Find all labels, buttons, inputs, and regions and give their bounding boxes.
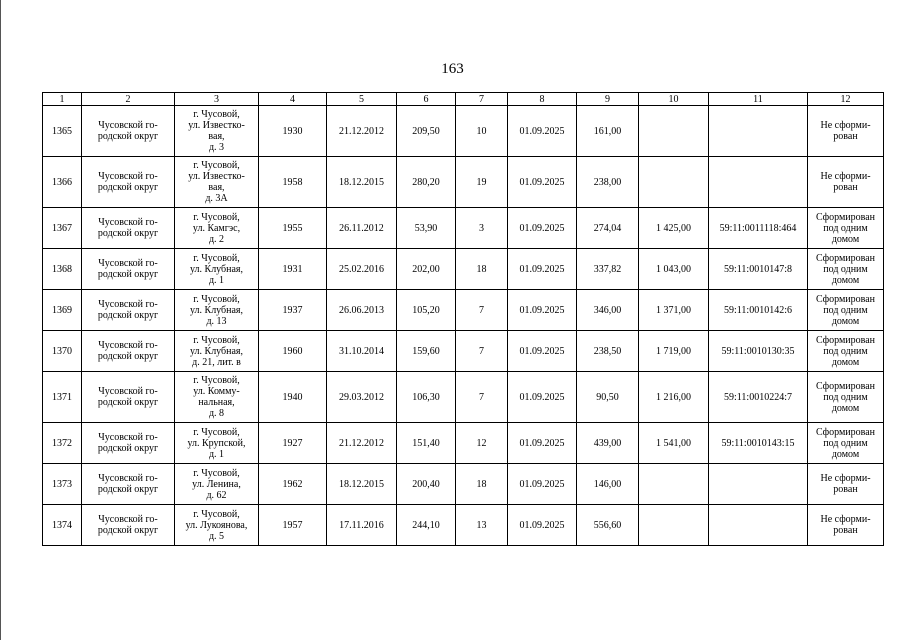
land-plot-status-cell	[808, 464, 884, 505]
address-line: г. Чусовой,	[193, 252, 240, 264]
land-plot-status-line: Сформирован	[815, 334, 876, 346]
column-header: 5	[327, 93, 397, 106]
planned-date-cell: 01.09.2025	[508, 290, 577, 331]
area-cell: 200,40	[397, 464, 456, 505]
land-plot-status-cell	[808, 423, 884, 464]
area-cell: 280,20	[397, 157, 456, 208]
municipality-line: родской округ	[97, 443, 159, 454]
address-line: г. Чусовой,	[193, 160, 240, 171]
municipality-cell	[82, 464, 175, 505]
planned-date-cell: 01.09.2025	[508, 423, 577, 464]
year-built-cell: 1930	[259, 106, 327, 157]
cost-cell: 274,04	[577, 208, 639, 249]
column-header: 9	[577, 93, 639, 106]
inspection-date-cell: 31.10.2014	[327, 331, 397, 372]
municipality-cell	[82, 208, 175, 249]
land-plot-status-cell	[808, 372, 884, 423]
land-plot-status-cell	[808, 106, 884, 157]
housing-register-table	[42, 92, 884, 546]
land-plot-status-line: домом	[831, 356, 860, 368]
planned-date-cell: 01.09.2025	[508, 372, 577, 423]
municipality-line: Чусовской го-	[98, 514, 158, 525]
address-cell	[175, 331, 259, 372]
land-plot-status-line: Не сформи-	[820, 473, 871, 484]
table-row	[43, 423, 884, 464]
land-plot-status-line: Не сформи-	[820, 514, 871, 525]
year-built-cell: 1955	[259, 208, 327, 249]
land-plot-status-line: под одним	[823, 345, 868, 357]
planned-date-cell: 01.09.2025	[508, 157, 577, 208]
year-built-cell: 1958	[259, 157, 327, 208]
address-line: д. 3	[208, 142, 225, 153]
municipality-line: родской округ	[97, 397, 159, 408]
table-row	[43, 208, 884, 249]
row-number-cell: 1373	[43, 464, 82, 505]
cadastral-number-cell	[709, 157, 808, 208]
land-plot-status-line: домом	[831, 274, 860, 286]
address-line: г. Чусовой,	[193, 109, 240, 120]
address-cell	[175, 372, 259, 423]
column-header: 3	[175, 93, 259, 106]
residents-cell: 3	[456, 208, 508, 249]
land-plot-status-cell	[808, 331, 884, 372]
cadastral-number-cell: 59:11:0010147:8	[709, 249, 808, 290]
inspection-date-cell: 18.12.2015	[327, 157, 397, 208]
address-line: нальная,	[198, 397, 235, 408]
land-plot-status-line: домом	[831, 448, 860, 460]
municipality-cell	[82, 372, 175, 423]
cost-cell: 161,00	[577, 106, 639, 157]
address-line: д. 21, лит. в	[192, 356, 241, 368]
address-line: ул. Камгэс,	[192, 222, 241, 234]
address-cell	[175, 505, 259, 546]
area-cell: 151,40	[397, 423, 456, 464]
land-plot-status-line: домом	[831, 315, 860, 327]
inspection-date-cell: 25.02.2016	[327, 249, 397, 290]
municipality-line: родской округ	[97, 269, 159, 280]
land-area-cell	[639, 505, 709, 546]
municipality-line: родской округ	[97, 131, 159, 142]
cadastral-number-cell	[709, 505, 808, 546]
table-row	[43, 290, 884, 331]
area-cell: 106,30	[397, 372, 456, 423]
municipality-line: Чусовской го-	[98, 299, 158, 310]
residents-cell: 7	[456, 372, 508, 423]
row-number-cell: 1371	[43, 372, 82, 423]
row-number-cell: 1372	[43, 423, 82, 464]
land-area-cell: 1 719,00	[639, 331, 709, 372]
address-line: д. 5	[208, 530, 225, 542]
column-header: 12	[808, 93, 884, 106]
land-plot-status-line: Не сформи-	[820, 120, 871, 131]
row-number-cell: 1367	[43, 208, 82, 249]
residents-cell: 7	[456, 331, 508, 372]
cost-cell: 90,50	[577, 372, 639, 423]
table-row	[43, 157, 884, 208]
column-number-row	[43, 93, 884, 106]
column-header: 2	[82, 93, 175, 106]
land-area-cell	[639, 157, 709, 208]
row-number-cell: 1374	[43, 505, 82, 546]
municipality-cell	[82, 249, 175, 290]
cadastral-number-cell	[709, 106, 808, 157]
table-body	[43, 93, 884, 546]
address-cell	[175, 106, 259, 157]
page-left-edge	[0, 0, 1, 640]
municipality-cell	[82, 331, 175, 372]
column-header: 7	[456, 93, 508, 106]
row-number-cell: 1368	[43, 249, 82, 290]
address-line: вая,	[208, 182, 225, 193]
address-line: д. 1	[208, 274, 225, 286]
municipality-cell	[82, 157, 175, 208]
land-plot-status-line: рован	[833, 484, 858, 495]
inspection-date-cell: 26.06.2013	[327, 290, 397, 331]
land-plot-status-cell	[808, 157, 884, 208]
area-cell: 202,00	[397, 249, 456, 290]
land-area-cell: 1 425,00	[639, 208, 709, 249]
residents-cell: 18	[456, 249, 508, 290]
land-plot-status-line: Сформирован	[815, 211, 876, 223]
area-cell: 53,90	[397, 208, 456, 249]
address-line: г. Чусовой,	[193, 375, 240, 386]
table-row	[43, 464, 884, 505]
table-row	[43, 331, 884, 372]
address-cell	[175, 249, 259, 290]
year-built-cell: 1931	[259, 249, 327, 290]
cost-cell: 238,00	[577, 157, 639, 208]
cost-cell: 439,00	[577, 423, 639, 464]
table-row	[43, 505, 884, 546]
land-area-cell: 1 541,00	[639, 423, 709, 464]
address-line: ул. Ленина,	[192, 478, 241, 490]
municipality-cell	[82, 290, 175, 331]
land-plot-status-line: под одним	[823, 391, 868, 403]
address-line: д. 2	[208, 233, 225, 245]
address-cell	[175, 208, 259, 249]
inspection-date-cell: 18.12.2015	[327, 464, 397, 505]
municipality-line: родской округ	[97, 525, 159, 536]
cadastral-number-cell	[709, 464, 808, 505]
year-built-cell: 1957	[259, 505, 327, 546]
column-header: 4	[259, 93, 327, 106]
land-area-cell	[639, 464, 709, 505]
cadastral-number-cell: 59:11:0010224:7	[709, 372, 808, 423]
address-cell	[175, 157, 259, 208]
municipality-line: Чусовской го-	[98, 120, 158, 131]
land-plot-status-cell	[808, 505, 884, 546]
land-plot-status-line: под одним	[823, 222, 868, 234]
table-row	[43, 249, 884, 290]
year-built-cell: 1960	[259, 331, 327, 372]
land-plot-status-line: Сформирован	[815, 252, 876, 264]
municipality-line: Чусовской го-	[98, 217, 158, 228]
address-line: д. 62	[206, 489, 227, 501]
land-area-cell	[639, 106, 709, 157]
planned-date-cell: 01.09.2025	[508, 208, 577, 249]
page-number: 163	[441, 61, 464, 77]
cadastral-number-cell: 59:11:0010130:35	[709, 331, 808, 372]
column-header: 11	[709, 93, 808, 106]
cost-cell: 146,00	[577, 464, 639, 505]
planned-date-cell: 01.09.2025	[508, 249, 577, 290]
table-row	[43, 372, 884, 423]
land-plot-status-line: домом	[831, 233, 860, 245]
cadastral-number-cell: 59:11:0010142:6	[709, 290, 808, 331]
year-built-cell: 1962	[259, 464, 327, 505]
address-line: ул. Известко-	[188, 120, 245, 131]
column-header: 8	[508, 93, 577, 106]
land-plot-status-line: Не сформи-	[820, 171, 871, 182]
area-cell: 159,60	[397, 331, 456, 372]
land-plot-status-line: под одним	[823, 263, 868, 275]
municipality-line: родской округ	[97, 351, 159, 362]
address-line: г. Чусовой,	[193, 467, 240, 479]
cost-cell: 346,00	[577, 290, 639, 331]
area-cell: 105,20	[397, 290, 456, 331]
land-area-cell: 1 216,00	[639, 372, 709, 423]
municipality-line: Чусовской го-	[98, 171, 158, 182]
municipality-line: Чусовской го-	[98, 432, 158, 443]
cadastral-number-cell: 59:11:0010143:15	[709, 423, 808, 464]
land-plot-status-line: рован	[833, 182, 858, 193]
address-line: г. Чусовой,	[193, 334, 240, 346]
inspection-date-cell: 21.12.2012	[327, 106, 397, 157]
column-header: 1	[43, 93, 82, 106]
address-line: д. 3А	[205, 193, 228, 204]
inspection-date-cell: 26.11.2012	[327, 208, 397, 249]
address-cell	[175, 290, 259, 331]
land-plot-status-line: Сформирован	[815, 380, 876, 392]
planned-date-cell: 01.09.2025	[508, 464, 577, 505]
land-plot-status-line: Сформирован	[815, 426, 876, 438]
municipality-line: родской округ	[97, 228, 159, 239]
address-line: ул. Клубная,	[189, 304, 244, 316]
address-line: г. Чусовой,	[193, 508, 240, 520]
land-plot-status-line: под одним	[823, 304, 868, 316]
land-plot-status-cell	[808, 290, 884, 331]
cost-cell: 238,50	[577, 331, 639, 372]
municipality-line: Чусовской го-	[98, 473, 158, 484]
cost-cell: 337,82	[577, 249, 639, 290]
land-area-cell: 1 043,00	[639, 249, 709, 290]
address-line: ул. Крупской,	[187, 437, 246, 449]
address-line: ул. Известко-	[188, 171, 245, 182]
area-cell: 209,50	[397, 106, 456, 157]
table-row	[43, 106, 884, 157]
residents-cell: 10	[456, 106, 508, 157]
land-plot-status-line: под одним	[823, 437, 868, 449]
planned-date-cell: 01.09.2025	[508, 505, 577, 546]
address-cell	[175, 423, 259, 464]
address-line: г. Чусовой,	[193, 293, 240, 305]
year-built-cell: 1940	[259, 372, 327, 423]
municipality-cell	[82, 423, 175, 464]
land-area-cell: 1 371,00	[639, 290, 709, 331]
cadastral-number-cell: 59:11:0011118:464	[709, 208, 808, 249]
land-plot-status-line: рован	[833, 525, 858, 536]
residents-cell: 19	[456, 157, 508, 208]
address-line: г. Чусовой,	[193, 211, 240, 223]
municipality-line: Чусовской го-	[98, 386, 158, 397]
address-line: вая,	[208, 131, 225, 142]
address-line: д. 8	[208, 408, 225, 419]
row-number-cell: 1370	[43, 331, 82, 372]
address-line: ул. Лукоянова,	[185, 519, 248, 531]
municipality-line: Чусовской го-	[98, 340, 158, 351]
inspection-date-cell: 21.12.2012	[327, 423, 397, 464]
row-number-cell: 1365	[43, 106, 82, 157]
address-line: ул. Клубная,	[189, 263, 244, 275]
inspection-date-cell: 17.11.2016	[327, 505, 397, 546]
planned-date-cell: 01.09.2025	[508, 331, 577, 372]
municipality-line: родской округ	[97, 310, 159, 321]
column-header: 10	[639, 93, 709, 106]
area-cell: 244,10	[397, 505, 456, 546]
land-plot-status-line: домом	[831, 402, 860, 414]
municipality-line: родской округ	[97, 484, 159, 495]
land-plot-status-cell	[808, 208, 884, 249]
address-cell	[175, 464, 259, 505]
municipality-line: Чусовской го-	[98, 258, 158, 269]
address-line: д. 1	[208, 448, 225, 460]
land-plot-status-line: рован	[833, 131, 858, 142]
address-line: д. 13	[206, 315, 227, 327]
row-number-cell: 1366	[43, 157, 82, 208]
address-line: г. Чусовой,	[193, 426, 240, 438]
year-built-cell: 1927	[259, 423, 327, 464]
municipality-cell	[82, 106, 175, 157]
residents-cell: 18	[456, 464, 508, 505]
residents-cell: 13	[456, 505, 508, 546]
municipality-line: родской округ	[97, 182, 159, 193]
year-built-cell: 1937	[259, 290, 327, 331]
land-plot-status-line: Сформирован	[815, 293, 876, 305]
land-plot-status-cell	[808, 249, 884, 290]
residents-cell: 12	[456, 423, 508, 464]
cost-cell: 556,60	[577, 505, 639, 546]
address-line: ул. Комму-	[193, 386, 240, 397]
column-header: 6	[397, 93, 456, 106]
address-line: ул. Клубная,	[189, 345, 244, 357]
residents-cell: 7	[456, 290, 508, 331]
planned-date-cell: 01.09.2025	[508, 106, 577, 157]
inspection-date-cell: 29.03.2012	[327, 372, 397, 423]
row-number-cell: 1369	[43, 290, 82, 331]
municipality-cell	[82, 505, 175, 546]
